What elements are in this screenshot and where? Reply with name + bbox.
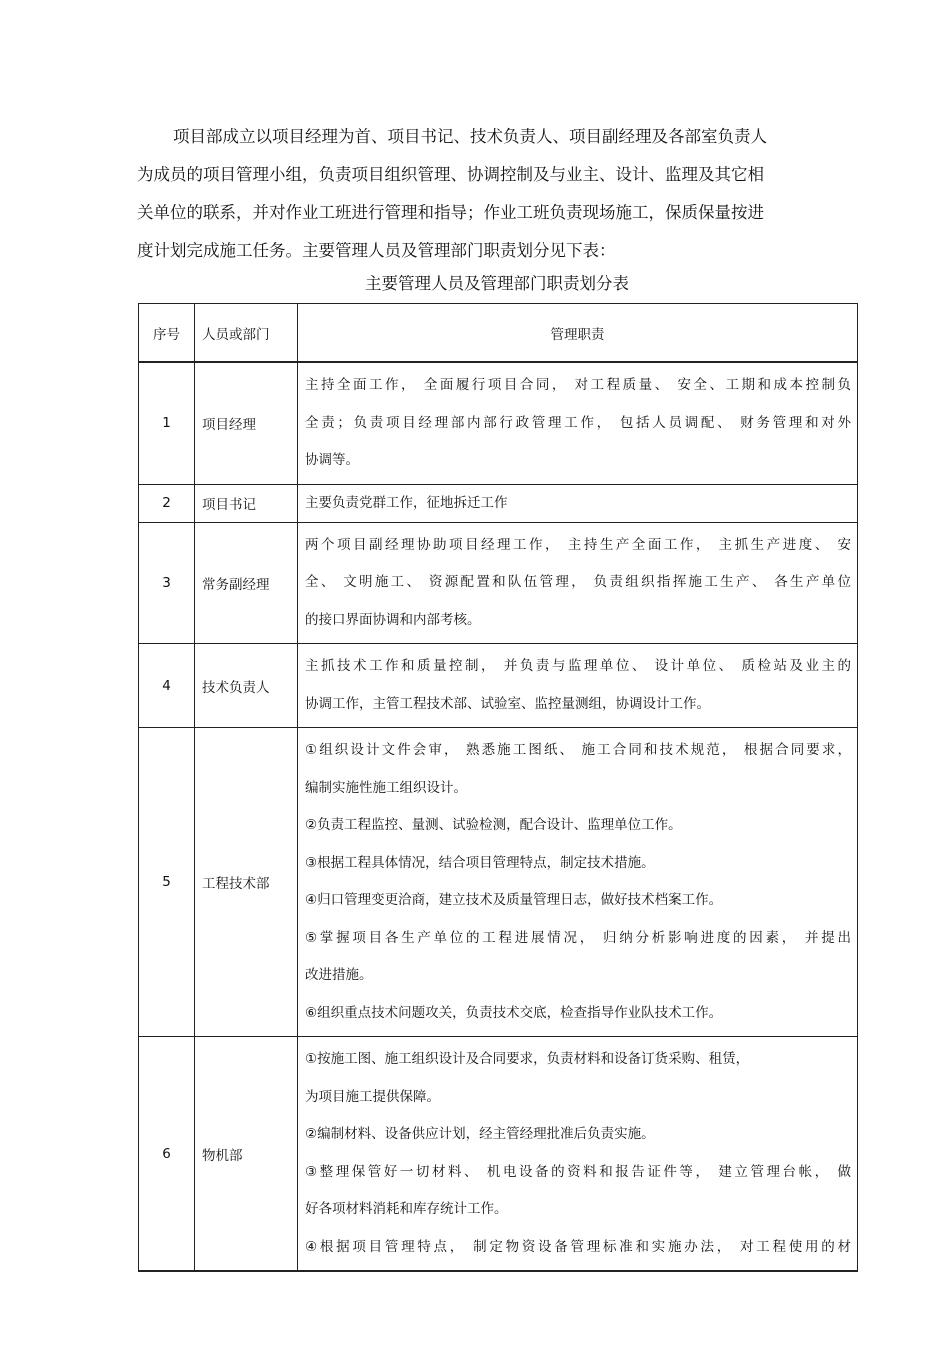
row-role: 物机部 xyxy=(195,1037,298,1272)
duty-line: 全、 文明施工、 资源配置和队伍管理， 负责组织指挥施工生产、 各生产单位 xyxy=(305,574,851,590)
row-seq: 4 xyxy=(139,644,195,728)
table-caption: 主要管理人员及管理部门职责划分表 xyxy=(365,274,629,293)
table-row xyxy=(139,362,858,484)
row-duty xyxy=(298,362,858,484)
intro-paragraph xyxy=(137,118,857,270)
row-duty xyxy=(298,484,858,522)
intro-line: 度计划完成施工任务。主要管理人员及管理部门职责划分见下表： xyxy=(137,241,616,260)
duty-line: 协调等。 xyxy=(305,452,359,468)
row-seq: 2 xyxy=(139,484,195,522)
duty-line: 改进措施。 xyxy=(305,967,373,983)
duty-line: 两个项目副经理协助项目经理工作， 主持生产全面工作， 主抓生产进度、 安 xyxy=(305,536,851,553)
duty-line: 编制实施性施工组织设计。 xyxy=(305,779,467,796)
table-row xyxy=(139,728,858,1037)
row-duty xyxy=(298,728,858,1037)
table-row xyxy=(139,644,858,728)
header-seq: 序号 xyxy=(139,304,195,363)
row-seq: 5 xyxy=(139,728,195,1037)
row-seq: 3 xyxy=(139,522,195,644)
duty-line: 好各项材料消耗和库存统计工作。 xyxy=(305,1201,508,1217)
duty-line: ③根据工程具体情况，结合项目管理特点，制定技术措施。 xyxy=(305,854,655,871)
duty-line: ②编制材料、设备供应计划，经主管经理批准后负责实施。 xyxy=(305,1126,655,1142)
duty-line: ⑤掌握项目各生产单位的工程进展情况， 归纳分析影响进度的因素， 并提出 xyxy=(305,929,851,946)
header-duty: 管理职责 xyxy=(298,304,858,363)
row-duty xyxy=(298,1037,858,1272)
duty-table xyxy=(138,303,858,1272)
header-role: 人员或部门 xyxy=(195,304,298,363)
duty-line: ④归口管理变更洽商，建立技术及质量管理日志，做好技术档案工作。 xyxy=(305,892,723,908)
intro-line: 项目部成立以项目经理为首、项目书记、技术负责人、项目副经理及各部室负责人 xyxy=(173,127,767,146)
duty-line: ③整理保管好一切材料、 机电设备的资料和报告证件等， 建立管理台帐， 做 xyxy=(305,1163,851,1180)
intro-line: 为成员的项目管理小组，负责项目组织管理、协调控制及与业主、设计、监理及其它相 xyxy=(137,165,764,184)
duty-line: ④根据项目管理特点， 制定物资设备管理标准和实施办法， 对工程使用的材 xyxy=(305,1238,851,1255)
row-role: 项目经理 xyxy=(195,362,298,484)
duty-line: 主抓技术工作和质量控制， 并负责与监理单位、 设计单位、 质检站及业主的 xyxy=(305,658,851,674)
row-role: 项目书记 xyxy=(195,484,298,522)
row-duty xyxy=(298,522,858,644)
duty-line: ①按施工图、施工组织设计及合同要求，负责材料和设备订货采购、租赁， xyxy=(305,1051,750,1067)
duty-line: 主要负责党群工作，征地拆迁工作 xyxy=(305,494,508,511)
duty-line: 协调工作，主管工程技术部、试验室、监控量测组，协调设计工作。 xyxy=(305,695,710,712)
table-row xyxy=(139,1037,858,1272)
duty-line: 的接口界面协调和内部考核。 xyxy=(305,611,481,628)
row-role: 技术负责人 xyxy=(195,644,298,728)
row-seq: 1 xyxy=(139,362,195,484)
row-seq: 6 xyxy=(139,1037,195,1272)
duty-line: ②负责工程监控、量测、试验检测，配合设计、监理单位工作。 xyxy=(305,817,682,833)
duty-line: ①组织设计文件会审， 熟悉施工图纸、 施工合同和技术规范， 根据合同要求， xyxy=(305,742,851,758)
row-role: 工程技术部 xyxy=(195,728,298,1037)
row-duty xyxy=(298,644,858,728)
table-row xyxy=(139,484,858,522)
duty-line: ⑥组织重点技术问题攻关，负责技术交底，检查指导作业队技术工作。 xyxy=(305,1004,723,1021)
duty-line: 为项目施工提供保障。 xyxy=(305,1088,440,1105)
table-row xyxy=(139,522,858,644)
row-role: 常务副经理 xyxy=(195,522,298,644)
table-header-row xyxy=(139,304,858,363)
duty-line: 主持全面工作， 全面履行项目合同， 对工程质量、 安全、工期和成本控制负 xyxy=(305,377,851,393)
duty-line: 全责；负责项目经理部内部行政管理工作， 包括人员调配、 财务管理和对外 xyxy=(305,414,851,431)
intro-line: 关单位的联系，并对作业工班进行管理和指导；作业工班负责现场施工，保质保量按进 xyxy=(137,203,764,222)
